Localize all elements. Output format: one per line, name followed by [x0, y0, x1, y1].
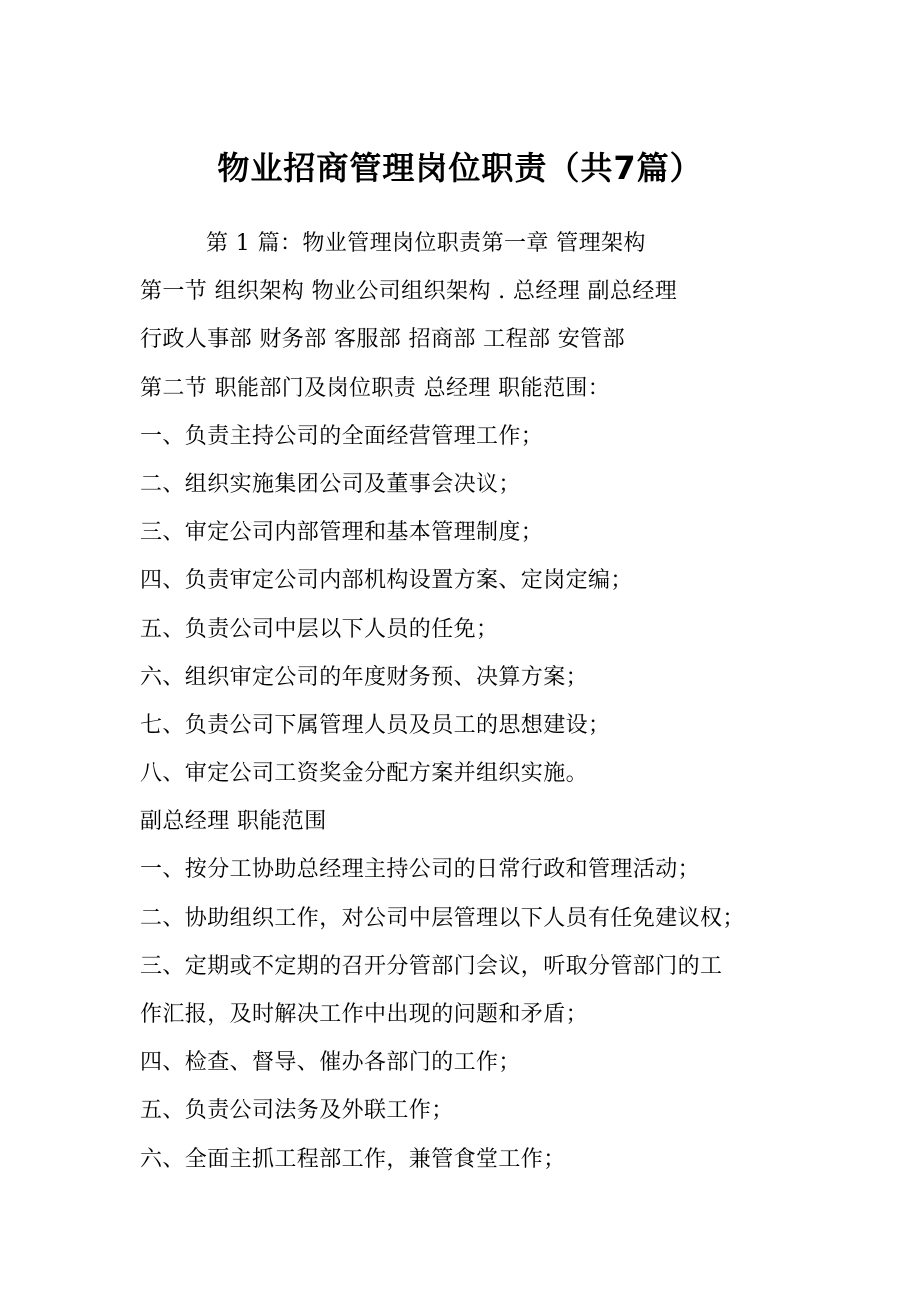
chapter-heading: 第 1 篇：物业管理岗位职责第一章 管理架构 [206, 231, 646, 256]
gm-duty-item: 一、负责主持公司的全面经营管理工作； [140, 423, 544, 449]
gm-duty-item: 五、负责公司中层以下人员的任免； [140, 616, 499, 642]
deputy-duty-item: 六、全面主抓工程部工作，兼管食堂工作； [140, 1146, 566, 1172]
section-duties: 第二节 职能部门及岗位职责 总经理 职能范围： [140, 375, 611, 401]
gm-duty-item: 四、负责审定公司内部机构设置方案、定岗定编； [140, 568, 633, 594]
gm-duty-item: 七、负责公司下属管理人员及员工的思想建设； [140, 712, 611, 738]
gm-duty-item: 六、组织审定公司的年度财务预、决算方案； [140, 664, 589, 690]
document-title: 物业招商管理岗位职责（共7篇） [217, 149, 703, 187]
gm-duty-item: 三、审定公司内部管理和基本管理制度； [140, 520, 544, 546]
department-list: 行政人事部 财务部 客服部 招商部 工程部 安管部 [140, 327, 625, 353]
deputy-duty-item: 四、检查、督导、催办各部门的工作； [140, 1050, 521, 1076]
document-body [140, 220, 780, 1184]
deputy-duty-item: 一、按分工协助总经理主持公司的日常行政和管理活动； [140, 857, 701, 883]
deputy-duty-item: 五、负责公司法务及外联工作； [140, 1098, 454, 1124]
deputy-duty-item: 三、定期或不定期的召开分管部门会议，听取分管部门的工 [140, 953, 723, 979]
deputy-gm-heading: 副总经理 职能范围 [140, 809, 327, 835]
gm-duty-item: 八、审定公司工资奖金分配方案并组织实施。 [140, 761, 589, 787]
gm-duty-item: 二、组织实施集团公司及董事会决议； [140, 471, 521, 497]
deputy-duty-item-continued: 作汇报，及时解决工作中出现的问题和矛盾； [140, 1002, 589, 1027]
deputy-duty-item: 二、协助组织工作，对公司中层管理以下人员有任免建议权； [140, 905, 745, 931]
section-org-structure: 第一节 组织架构 物业公司组织架构 . 总经理 副总经理 [140, 279, 678, 305]
